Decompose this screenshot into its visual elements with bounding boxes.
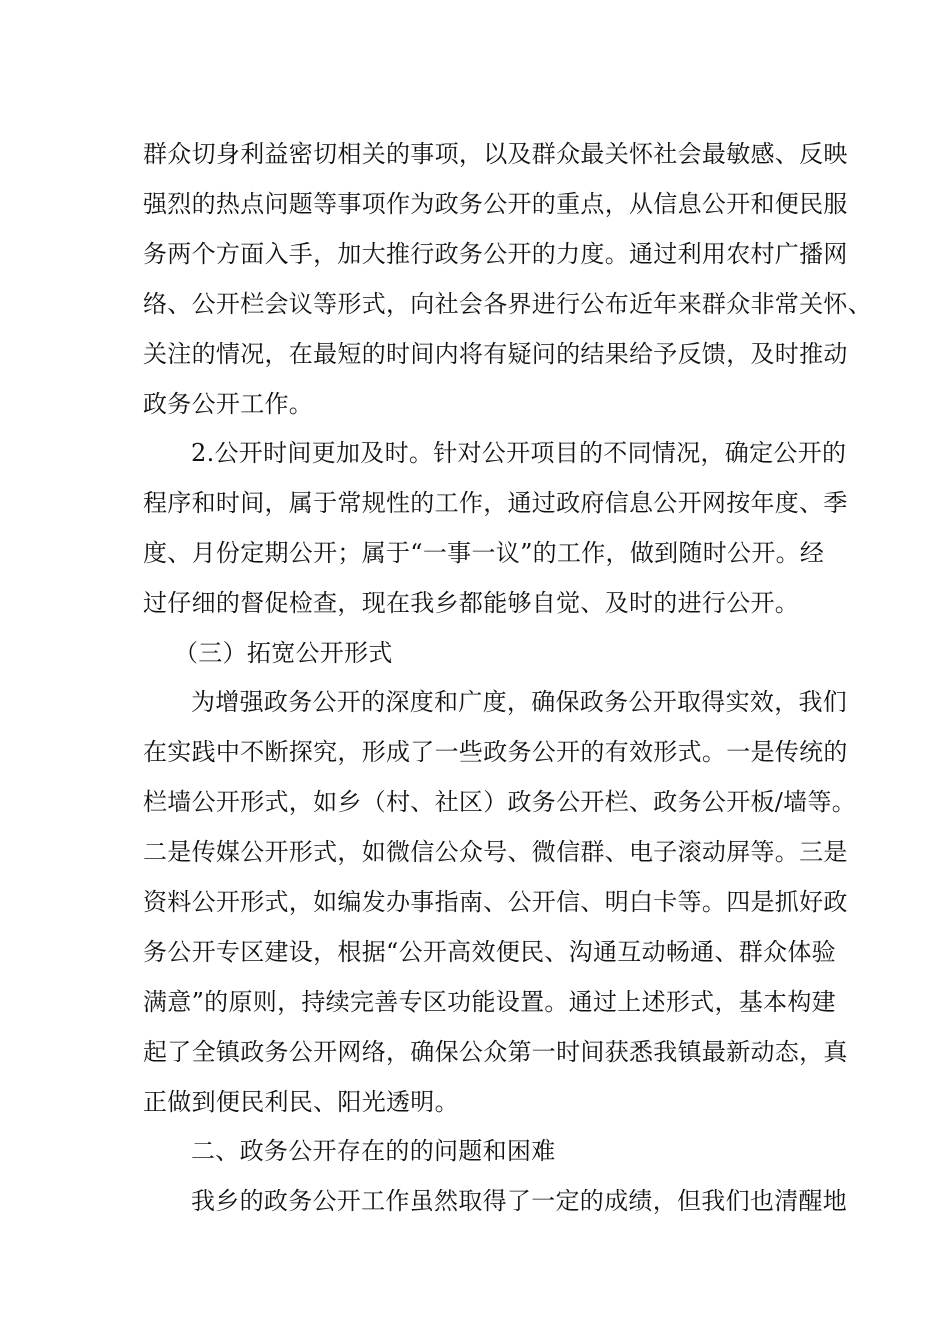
paragraph-first-line: 我乡的政务公开工作虽然取得了一定的成绩，但我们也清醒地 <box>191 1187 848 1215</box>
text-line: 资料公开形式，如编发办事指南、公开信、明白卡等。四是抓好政 <box>143 888 848 916</box>
text-line: 关注的情况，在最短的时间内将有疑问的结果给予反馈，及时推动 <box>143 340 848 368</box>
section-heading: 二、政务公开存在的的问题和困难 <box>191 1137 556 1165</box>
paragraph-first-line: 2.公开时间更加及时。针对公开项目的不同情况，确定公开的 <box>191 439 847 467</box>
text-line: 务两个方面入手，加大推行政务公开的力度。通过利用农村广播网 <box>143 240 848 268</box>
section-heading: （三）拓宽公开形式 <box>174 639 393 667</box>
text-line: 过仔细的督促检查，现在我乡都能够自觉、及时的进行公开。 <box>143 589 800 617</box>
paragraph-first-line: 为增强政务公开的深度和广度，确保政务公开取得实效，我们 <box>191 688 848 716</box>
text-line: 程序和时间，属于常规性的工作，通过政府信息公开网按年度、季 <box>143 489 848 517</box>
text-line: 络、公开栏会议等形式，向社会各界进行公布近年来群众非常关怀、 <box>143 290 872 318</box>
text-line: 强烈的热点问题等事项作为政务公开的重点，从信息公开和便民服 <box>143 190 848 218</box>
text-line: 栏墙公开形式，如乡（村、社区）政务公开栏、政务公开板/墙等。 <box>143 788 857 816</box>
text-line: 政务公开工作。 <box>143 390 314 418</box>
text-line: 群众切身利益密切相关的事项，以及群众最关怀社会最敏感、反映 <box>143 140 848 168</box>
text-line: 务公开专区建设，根据“公开高效便民、沟通互动畅通、群众体验 <box>143 938 836 966</box>
text-line: 度、月份定期公开；属于“一事一议”的工作，做到随时公开。经 <box>143 539 825 567</box>
text-line: 起了全镇政务公开网络，确保公众第一时间获悉我镇最新动态，真 <box>143 1038 848 1066</box>
text-line: 正做到便民利民、阳光透明。 <box>143 1088 459 1116</box>
text-line: 在实践中不断探究，形成了一些政务公开的有效形式。一是传统的 <box>143 738 848 766</box>
text-line: 二是传媒公开形式，如微信公众号、微信群、电子滚动屏等。三是 <box>143 838 848 866</box>
text-line: 满意”的原则，持续完善专区功能设置。通过上述形式，基本构建 <box>143 988 836 1016</box>
